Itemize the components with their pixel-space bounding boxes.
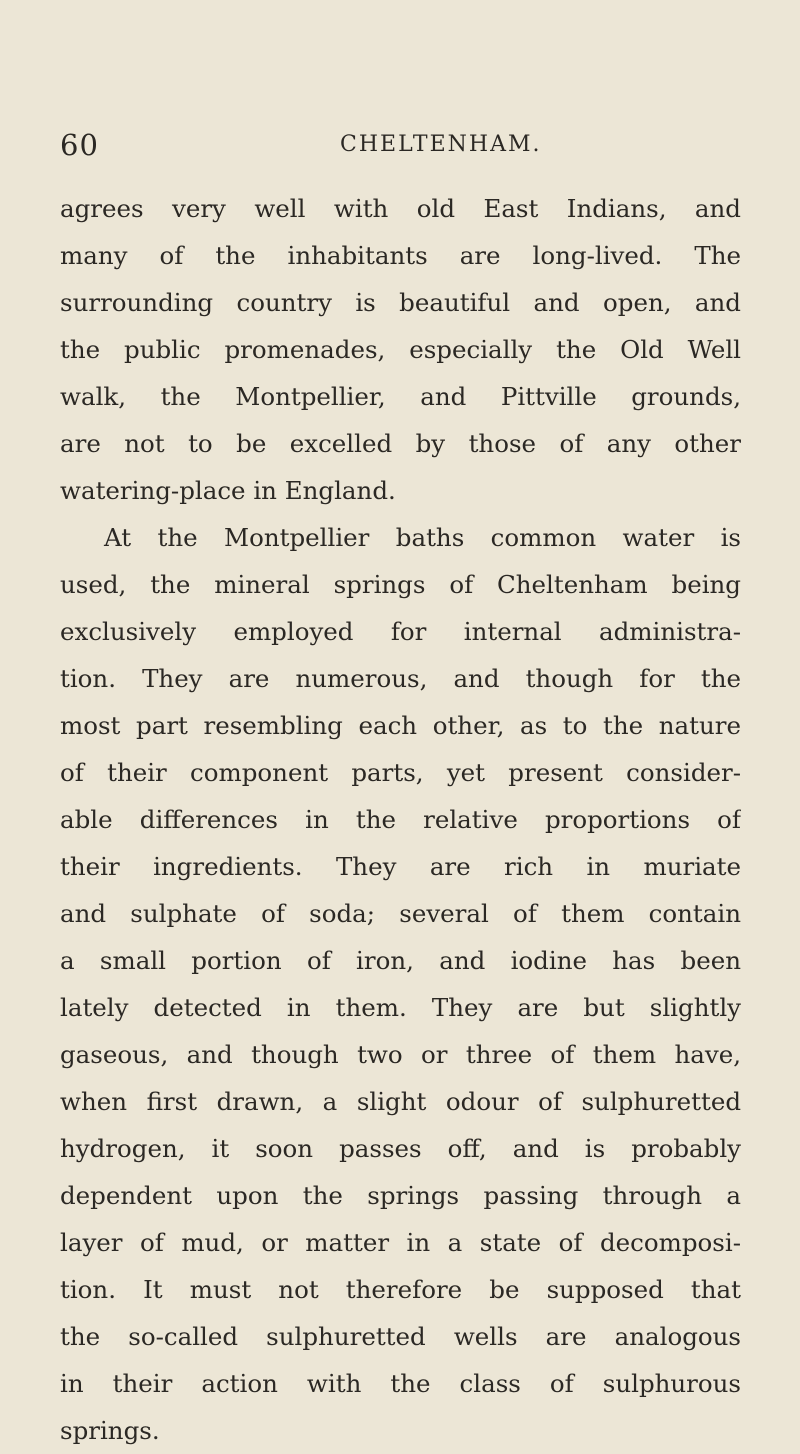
text-line: layer of mud, or matter in a state of decomposi-	[60, 1228, 741, 1257]
text-line: many of the inhabitants are long-lived. The	[60, 241, 741, 270]
text-line: watering-place in England.	[60, 476, 396, 505]
text-line: a small portion of iron, and iodine has been	[60, 946, 741, 975]
text-line: agrees very well with old East Indians, and	[60, 194, 741, 223]
text-line: walk, the Montpellier, and Pittville grounds,	[60, 382, 741, 411]
text-line: tion. They are numerous, and though for the	[60, 664, 741, 693]
text-line: the public promenades, especially the Old Well	[60, 335, 741, 364]
page-number: 60	[60, 128, 99, 162]
text-line: exclusively employed for internal administra-	[60, 617, 741, 646]
text-line: when first drawn, a slight odour of sulphuretted	[60, 1087, 741, 1116]
text-line: tion. It must not therefore be supposed that	[60, 1275, 741, 1304]
text-line: most part resembling each other, as to the nature	[60, 711, 741, 740]
text-line: of their component parts, yet present consider-	[60, 758, 741, 787]
text-line: their ingredients. They are rich in muriate	[60, 852, 741, 881]
text-line: gaseous, and though two or three of them have,	[60, 1040, 741, 1069]
text-line: springs.	[60, 1416, 160, 1445]
text-line: used, the mineral springs of Cheltenham being	[60, 570, 741, 599]
text-line: and sulphate of soda; several of them contain	[60, 899, 741, 928]
body-text	[60, 185, 741, 1454]
running-title: CHELTENHAM.	[340, 132, 542, 157]
text-line: At the Montpellier baths common water is	[104, 523, 741, 552]
text-line: dependent upon the springs passing through a	[60, 1181, 741, 1210]
text-line: the so-called sulphuretted wells are analogous	[60, 1322, 741, 1351]
text-line: hydrogen, it soon passes off, and is probably	[60, 1134, 741, 1163]
text-line: are not to be excelled by those of any other	[60, 429, 741, 458]
text-line: surrounding country is beautiful and open, and	[60, 288, 741, 317]
text-line: in their action with the class of sulphurous	[60, 1369, 741, 1398]
text-line: able differences in the relative proportions of	[60, 805, 741, 834]
text-line: lately detected in them. They are but slightly	[60, 993, 741, 1022]
running-head	[60, 128, 750, 168]
